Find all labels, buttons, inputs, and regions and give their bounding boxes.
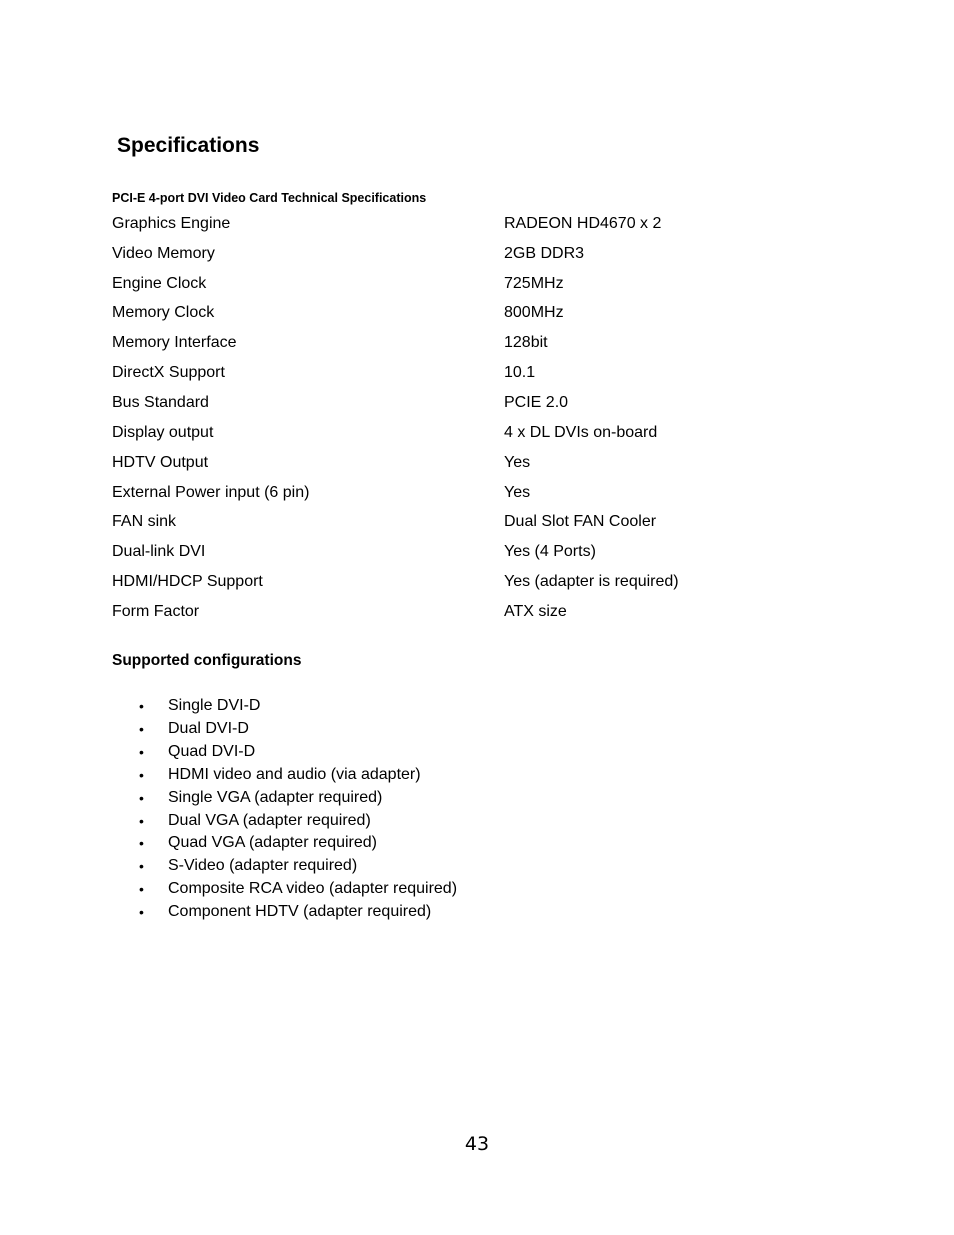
list-item-text: Composite RCA video (adapter required) [168, 880, 458, 898]
spec-row [112, 567, 732, 597]
list-item-text: Single DVI-D [168, 697, 261, 715]
bullet-icon: • [139, 835, 144, 852]
list-item-text: Dual DVI-D [168, 720, 249, 738]
page-number: 43 [464, 1133, 490, 1155]
list-item [112, 901, 457, 924]
spec-name: HDMI/HDCP Support [112, 573, 263, 591]
list-item-text: Dual VGA (adapter required) [168, 811, 371, 829]
list-item [112, 832, 457, 855]
spec-name: DirectX Support [112, 364, 225, 382]
spec-name: HDTV Output [112, 453, 209, 471]
spec-table-caption: PCI-E 4-port DVI Video Card Technical Specifications [112, 191, 427, 205]
bullet-icon: • [139, 904, 144, 921]
spec-value: Yes (4 Ports) [504, 543, 596, 561]
spec-row [112, 209, 732, 239]
list-item-text: Quad DVI-D [168, 743, 256, 761]
list-item [112, 695, 457, 718]
spec-row [112, 597, 732, 627]
spec-table [112, 209, 732, 627]
bullet-icon: • [139, 766, 144, 783]
bullet-icon: • [139, 789, 144, 806]
spec-row [112, 448, 732, 478]
spec-row [112, 537, 732, 567]
bullet-icon: • [139, 744, 144, 761]
spec-name: Memory Interface [112, 334, 237, 352]
spec-row [112, 328, 732, 358]
spec-name: Video Memory [112, 244, 215, 262]
spec-row [112, 418, 732, 448]
spec-value: Yes [504, 483, 531, 501]
spec-value: 128bit [504, 334, 548, 352]
spec-value: 10.1 [504, 364, 536, 382]
spec-name: Graphics Engine [112, 214, 231, 232]
list-item-text: Single VGA (adapter required) [168, 788, 383, 806]
list-item-text: Component HDTV (adapter required) [168, 903, 432, 921]
list-item-text: HDMI video and audio (via adapter) [168, 765, 421, 783]
spec-row [112, 358, 732, 388]
page-title: Specifications [117, 134, 260, 157]
spec-value: 800MHz [504, 304, 564, 322]
list-item [112, 786, 457, 809]
spec-name: Display output [112, 423, 214, 441]
bullet-icon: • [139, 812, 144, 829]
list-item-text: S-Video (adapter required) [168, 857, 358, 875]
bullet-icon: • [139, 698, 144, 715]
spec-name: Bus Standard [112, 393, 209, 411]
spec-value: Yes [504, 453, 531, 471]
spec-value: ATX size [504, 602, 567, 620]
bullet-icon: • [139, 858, 144, 875]
list-item-text: Quad VGA (adapter required) [168, 834, 378, 852]
spec-value: Dual Slot FAN Cooler [504, 513, 657, 531]
bullet-icon: • [139, 721, 144, 738]
spec-name: Dual-link DVI [112, 543, 206, 561]
spec-value: 725MHz [504, 274, 564, 292]
spec-row [112, 388, 732, 418]
spec-name: FAN sink [112, 513, 177, 531]
spec-value: Yes (adapter is required) [504, 573, 679, 591]
list-item [112, 741, 457, 764]
spec-value: RADEON HD4670 x 2 [504, 214, 662, 232]
spec-row [112, 507, 732, 537]
list-item [112, 718, 457, 741]
spec-name: Memory Clock [112, 304, 215, 322]
bullet-icon: • [139, 881, 144, 898]
spec-row [112, 478, 732, 508]
spec-value: 2GB DDR3 [504, 244, 585, 262]
spec-value: PCIE 2.0 [504, 393, 569, 411]
supported-configurations-heading: Supported configurations [112, 652, 302, 669]
list-item [112, 855, 457, 878]
spec-row [112, 269, 732, 299]
spec-name: Form Factor [112, 602, 200, 620]
list-item [112, 809, 457, 832]
spec-name: Engine Clock [112, 274, 207, 292]
spec-row [112, 299, 732, 329]
list-item [112, 878, 457, 901]
list-item [112, 764, 457, 787]
spec-value: 4 x DL DVIs on-board [504, 423, 658, 441]
supported-configurations-list [112, 695, 457, 923]
spec-row [112, 239, 732, 269]
spec-name: External Power input (6 pin) [112, 483, 310, 501]
